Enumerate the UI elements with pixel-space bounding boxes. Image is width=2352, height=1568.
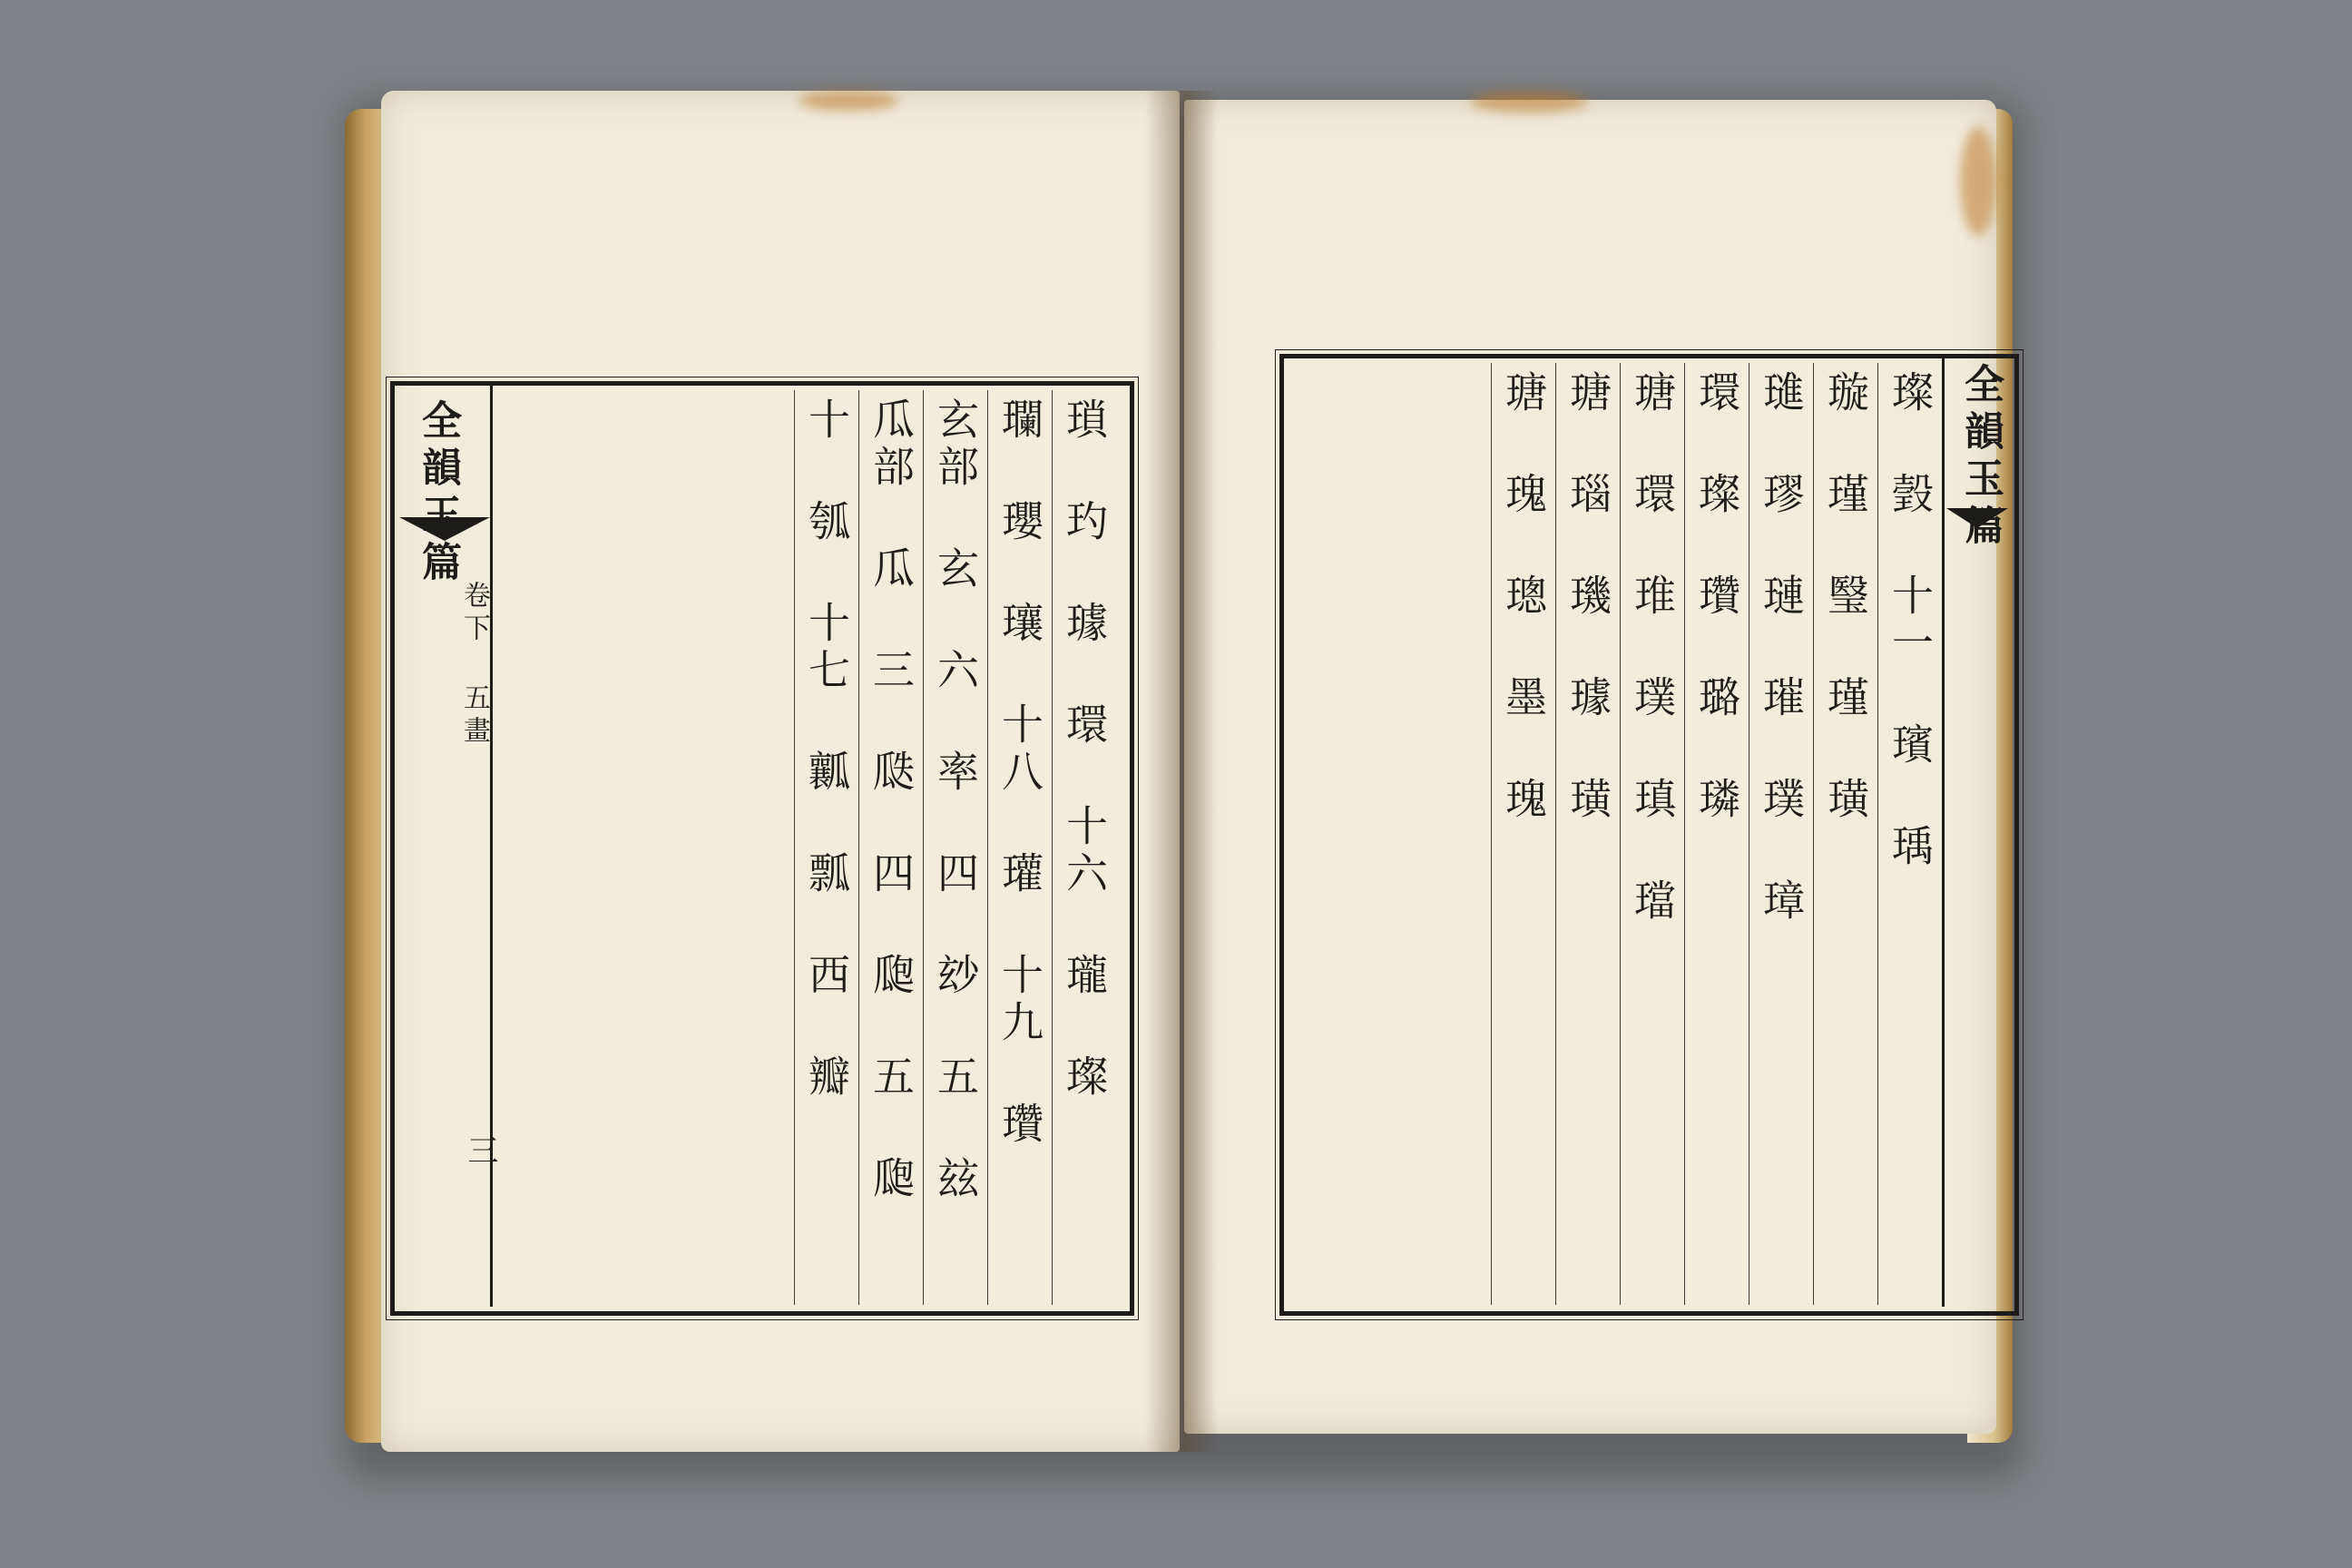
volume-text: 卷下 xyxy=(458,581,490,646)
text-column: 瓜部 瓜 三 瓞 四 瓟 五 瓟 xyxy=(858,390,923,1305)
right-margin-title: 全韻玉篇 xyxy=(1957,363,2004,552)
text-column: 環 璨 瓚 璐 璘 xyxy=(1684,363,1749,1305)
text-column: 璇 瑾 瑿 瑾 璜 xyxy=(1813,363,1877,1305)
text-column: 瑭 環 琟 璞 瑱 璫 xyxy=(1620,363,1684,1305)
text-column: 璡 璆 璉 璀 璞 璋 xyxy=(1749,363,1813,1305)
stain-top-left xyxy=(799,91,898,111)
book-gutter xyxy=(1145,91,1218,1452)
stain-top-right xyxy=(1470,91,1588,113)
right-text-columns xyxy=(1289,363,1942,1298)
text-column: 璨 瑴 十一 璸 瑀 xyxy=(1877,363,1942,1305)
left-volume-label xyxy=(454,581,494,749)
text-column: 十 瓠 十七 瓤 瓢 西 瓣 xyxy=(794,390,858,1305)
text-column: 玄部 玄 六 率 四 玅 五 玆 xyxy=(923,390,987,1305)
text-column: 瑣 玓 璩 環 十六 瓏 璨 xyxy=(1052,390,1116,1305)
stain-right-edge xyxy=(1960,127,1996,236)
text-column: 瓓 瓔 瓖 十八 瓘 十九 瓚 xyxy=(987,390,1052,1305)
text-column: 瑭 瑙 璣 璩 璜 xyxy=(1555,363,1620,1305)
strokes-text: 五畫 xyxy=(458,683,490,749)
left-text-columns xyxy=(490,390,1116,1298)
left-page-number: 三 xyxy=(462,1134,498,1165)
text-column: 瑭 瑰 璁 墨 瑰 xyxy=(1491,363,1555,1305)
left-margin-title: 全韻玉篇 xyxy=(415,399,461,588)
